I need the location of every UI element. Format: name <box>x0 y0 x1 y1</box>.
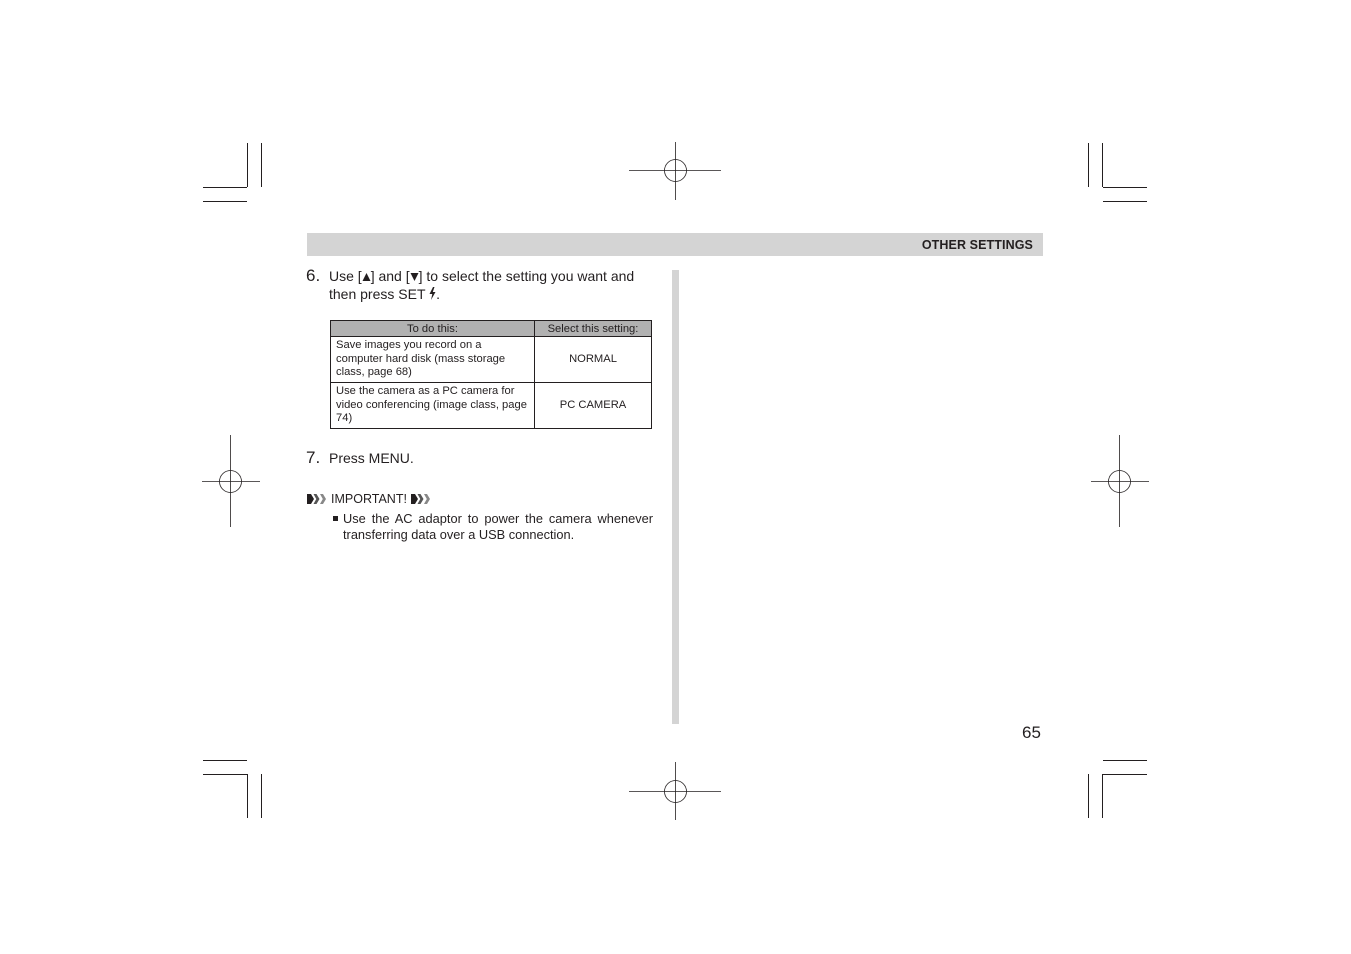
square-bullet-icon <box>333 516 338 521</box>
important-heading <box>307 492 431 506</box>
step-6-text-part3: ] to select the setting you want and <box>418 268 635 284</box>
table-header-action: To do this: <box>331 321 535 337</box>
table-cell-setting: PC CAMERA <box>535 383 652 429</box>
triple-right-triangle-icon <box>411 494 431 504</box>
step-7-instruction: Press MENU. <box>329 450 414 466</box>
settings-table <box>330 320 652 429</box>
table-cell-action: Save images you record on a computer hard disk (mass storage class, page 68) <box>331 337 535 383</box>
step-6-line2: then press SET <box>329 286 426 302</box>
registration-mark-left <box>202 435 260 527</box>
step-6-text-part1: Use [ <box>329 268 362 284</box>
up-triangle-icon <box>362 269 371 286</box>
step-7-number: 7. <box>306 448 321 467</box>
step-6-line2-end: . <box>436 286 441 302</box>
table-header-row <box>331 321 652 337</box>
registration-mark-bottom <box>629 762 721 820</box>
table-row <box>331 337 652 383</box>
registration-mark-right <box>1091 435 1149 527</box>
registration-mark-top <box>629 142 721 200</box>
section-header-bar <box>307 233 1043 256</box>
table-header-setting: Select this setting: <box>535 321 652 337</box>
step-6-number: 6. <box>306 266 321 285</box>
important-bullet-text: Use the AC adaptor to power the camera whenever transferring data over a USB connection. <box>343 511 653 542</box>
table-cell-action: Use the camera as a PC camera for video conferencing (image class, page 74) <box>331 383 535 429</box>
section-title: OTHER SETTINGS <box>921 238 1033 252</box>
page-number: 65 <box>1022 723 1041 742</box>
step-6-text-part2: ] and [ <box>370 268 410 284</box>
triple-right-triangle-icon <box>307 494 327 504</box>
down-triangle-icon <box>410 269 419 286</box>
table-cell-setting: NORMAL <box>535 337 652 383</box>
step-6-instruction <box>329 268 653 304</box>
column-divider <box>672 270 679 724</box>
table-row <box>331 383 652 429</box>
important-label: IMPORTANT! <box>331 492 407 506</box>
